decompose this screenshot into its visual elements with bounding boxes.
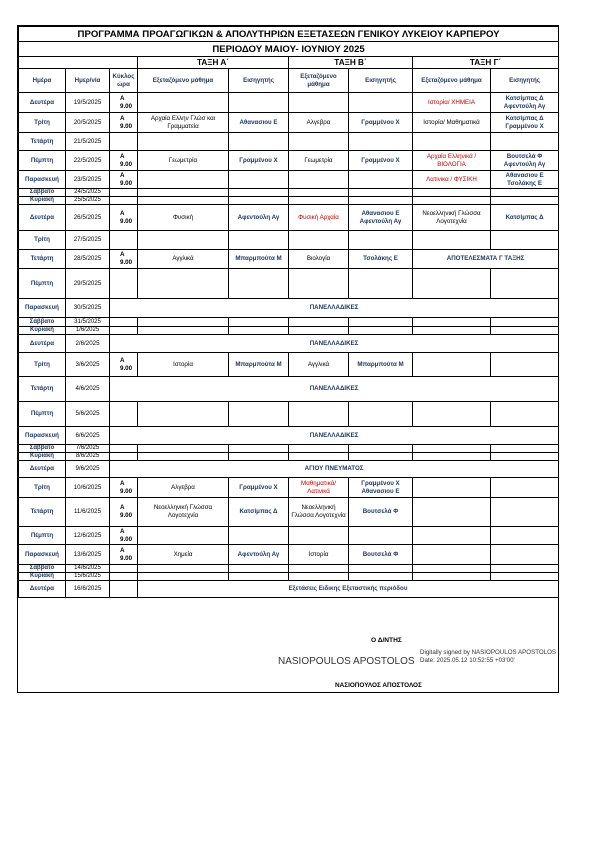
day-cell: Σάββατο (19, 189, 66, 197)
teacher-cell-c (491, 445, 559, 453)
table-row (19, 427, 559, 445)
table-row (19, 231, 559, 250)
subject-cell-b: Φυσική Αρχαία (289, 205, 349, 231)
subject-cell-b (289, 171, 349, 189)
class-b-header: ΤΑΞΗ Β΄ (289, 57, 413, 69)
cycle-cell (110, 318, 138, 327)
cycle-cell: Α 9.00 (110, 478, 138, 498)
day-cell: Πέμπτη (19, 269, 66, 299)
cycle-cell: Α 9.00 (110, 250, 138, 269)
date-cell: 27/5/2025 (66, 231, 110, 250)
day-cell: Κυριακή (19, 453, 66, 461)
date-cell: 22/5/2025 (66, 151, 110, 171)
cycle-cell: Α 9.00 (110, 498, 138, 527)
teacher-cell-a (229, 197, 289, 205)
col-header-teacher-a: Εισηγητής (229, 69, 289, 93)
subject-cell-c (413, 197, 491, 205)
title-line-1: ΠΡΟΓΡΑΜΜΑ ΠΡΟΑΓΩΓΙΚΩΝ & ΑΠΟΛΥΤΗΡΙΩΝ ΕΞΕΤΑΣΕΩΝ ΓΕΝΙΚΟΥ ΛΥΚΕΙΟΥ ΚΑΡΠΕΡΟΥ (19, 27, 559, 42)
teacher-cell-c (491, 189, 559, 197)
teacher-cell-b (349, 445, 413, 453)
cycle-cell: Α 9.00 (110, 353, 138, 377)
exam-schedule-sheet (17, 25, 559, 693)
subject-cell-c: Λατινικα / ΦΥΣΙΚΗ (413, 171, 491, 189)
table-row (19, 335, 559, 353)
col-header-subject-c: Εξεταζόμενο μάθημα (413, 69, 491, 93)
cycle-cell (110, 231, 138, 250)
date-cell: 15/6/2025 (66, 573, 110, 581)
table-row (19, 327, 559, 335)
subject-cell-a (138, 327, 229, 335)
date-cell: 7/6/2025 (66, 445, 110, 453)
cycle-cell (110, 269, 138, 299)
teacher-cell-b: Βουτσελά Φ (349, 545, 413, 565)
table-row (19, 151, 559, 171)
subject-cell-c: Νεοελληνική Γλώσσα Λογοτεχνία (413, 205, 491, 231)
teacher-cell-c: Κατσίμπας Δ Αφεντούλη Αγ (491, 93, 559, 113)
teacher-cell-b (349, 527, 413, 545)
teacher-cell-a (229, 573, 289, 581)
day-cell: Τετάρτη (19, 133, 66, 151)
teacher-cell-b: Γραμμένου Χ (349, 113, 413, 133)
subject-cell-c (413, 318, 491, 327)
day-cell: Τρίτη (19, 353, 66, 377)
table-row (19, 197, 559, 205)
subject-cell-a (138, 318, 229, 327)
teacher-cell-b (349, 327, 413, 335)
date-cell: 26/5/2025 (66, 205, 110, 231)
subject-cell-c (413, 545, 491, 565)
subject-cell-b (289, 573, 349, 581)
teacher-cell-b: Μπαρμπούτα Μ (349, 353, 413, 377)
subject-cell-a (138, 189, 229, 197)
subject-cell-a: Χημεία (138, 545, 229, 565)
printed-director-name: ΝΑΣΙΟΠΟΥΛΟΣ ΑΠΟΣΤΟΛΟΣ (335, 682, 422, 689)
teacher-cell-a (229, 231, 289, 250)
col-header-day: Ημέρα (19, 69, 66, 93)
teacher-cell-b (349, 93, 413, 113)
subject-cell-a: Γεωμετρία (138, 151, 229, 171)
subject-cell-b (289, 197, 349, 205)
teacher-cell-b: Αθανασιου Ε Αφεντούλη Αγ (349, 205, 413, 231)
cycle-cell: Α 9.00 (110, 527, 138, 545)
subject-cell-c (413, 498, 491, 527)
date-cell: 10/6/2025 (66, 478, 110, 498)
teacher-cell-b: Τσολάκης Ε (349, 250, 413, 269)
subject-cell-b (289, 189, 349, 197)
subject-cell-c: Ιστορία/ Μαθηματικά (413, 113, 491, 133)
table-row (19, 353, 559, 377)
subject-cell-c (413, 133, 491, 151)
subject-cell-b (289, 133, 349, 151)
teacher-cell-c: Κατσίμπας Δ Γραμμένου Χ (491, 113, 559, 133)
teacher-cell-a (229, 189, 289, 197)
date-cell: 5/6/2025 (66, 402, 110, 427)
table-row (19, 580, 559, 597)
teacher-cell-a (229, 565, 289, 573)
teacher-cell-c (491, 565, 559, 573)
cycle-cell (110, 445, 138, 453)
teacher-cell-a: Μπαρμπούτα Μ (229, 353, 289, 377)
date-cell: 23/5/2025 (66, 171, 110, 189)
table-row (19, 565, 559, 573)
subject-cell-c (413, 527, 491, 545)
cycle-cell (110, 133, 138, 151)
date-cell: 2/6/2025 (66, 335, 110, 353)
day-cell: Πέμπτη (19, 151, 66, 171)
subject-cell-b (289, 318, 349, 327)
day-cell: Τετάρτη (19, 498, 66, 527)
director-label: Ο Δ/ΝΤΗΣ (371, 637, 402, 644)
subject-cell-b: Ιστορία (289, 545, 349, 565)
table-row (19, 377, 559, 402)
date-cell: 16/6/2025 (66, 580, 110, 597)
cycle-cell (110, 197, 138, 205)
subject-cell-c (413, 353, 491, 377)
day-cell: Παρασκευή (19, 171, 66, 189)
subject-cell-a: Φυσική (138, 205, 229, 231)
col-header-teacher-b: Εισηγητής (349, 69, 413, 93)
subject-cell-b (289, 445, 349, 453)
table-row (19, 93, 559, 113)
table-row (19, 573, 559, 581)
cycle-cell: Α 9.00 (110, 171, 138, 189)
subject-cell-a (138, 133, 229, 151)
subject-cell-a (138, 231, 229, 250)
table-row (19, 299, 559, 318)
subject-cell-c: Αρχαία Ελληνικά / ΒΙΟΛΟΓΙΑ (413, 151, 491, 171)
teacher-cell-b (349, 133, 413, 151)
teacher-cell-c (491, 402, 559, 427)
subject-cell-a (138, 402, 229, 427)
subject-cell-c (413, 453, 491, 461)
teacher-cell-c: Αθανασιου Ε Τσολάκης Ε (491, 171, 559, 189)
title-line-2: ΠΕΡΙΟΔΟΥ ΜΑΙΟΥ- ΙΟΥΝΙΟΥ 2025 (19, 42, 559, 57)
subject-cell-c (413, 402, 491, 427)
class-spacer (19, 57, 138, 69)
date-cell: 25/5/2025 (66, 197, 110, 205)
date-cell: 6/6/2025 (66, 427, 110, 445)
teacher-cell-c (491, 498, 559, 527)
date-cell: 21/5/2025 (66, 133, 110, 151)
teacher-cell-b (349, 573, 413, 581)
day-cell: Δευτέρα (19, 93, 66, 113)
subject-cell-a (138, 93, 229, 113)
class-c-header: ΤΑΞΗ Γ΄ (413, 57, 559, 69)
subject-cell-b: Γεωμετρία (289, 151, 349, 171)
subject-cell-c (413, 231, 491, 250)
class-a-header: ΤΑΞΗ Α΄ (138, 57, 289, 69)
merged-note-cell: ΠΑΝΕΛΛΑΔΙΚΕΣ (110, 299, 559, 318)
date-cell: 20/5/2025 (66, 113, 110, 133)
date-cell: 9/6/2025 (66, 461, 110, 478)
teacher-cell-a (229, 445, 289, 453)
table-row (19, 171, 559, 189)
subject-cell-c (413, 573, 491, 581)
teacher-cell-a (229, 527, 289, 545)
class-c-results-cell: ΑΠΟΤΕΛΕΣΜΑΤΑ Γ ΤΑΞΗΣ (413, 250, 559, 269)
digital-signature-name: NASIOPOULOS APOSTOLOS (278, 656, 415, 667)
date-cell: 30/5/2025 (66, 299, 110, 318)
date-cell: 19/5/2025 (66, 93, 110, 113)
subject-cell-a (138, 453, 229, 461)
teacher-cell-b: Βουτσελά Φ (349, 498, 413, 527)
merged-note-cell: ΠΑΝΕΛΛΑΔΙΚΕΣ (110, 377, 559, 402)
subject-cell-c (413, 327, 491, 335)
subject-cell-a (138, 171, 229, 189)
teacher-cell-c (491, 318, 559, 327)
merged-note-cell: Εξετάσεις Ειδικης Εξεταστικής περιόδου (138, 580, 559, 597)
table-row (19, 250, 559, 269)
teacher-cell-c: Κατσίμπας Δ (491, 205, 559, 231)
cycle-cell: Α 9.00 (110, 93, 138, 113)
merged-note-cell: ΠΑΝΕΛΛΑΔΙΚΕΣ (110, 335, 559, 353)
subject-cell-b: Βιολογία (289, 250, 349, 269)
subject-cell-a: Αρχαία Ελλην Γλώσ και Γραμματεία (138, 113, 229, 133)
teacher-cell-c (491, 478, 559, 498)
day-cell: Δευτέρα (19, 335, 66, 353)
subject-cell-b: Αγγλικά (289, 353, 349, 377)
teacher-cell-a (229, 93, 289, 113)
table-row (19, 269, 559, 299)
subject-cell-a: Αγγλικά (138, 250, 229, 269)
teacher-cell-a (229, 133, 289, 151)
digital-signature-info: Digitally signed by NASIOPOULOS APOSTOLOS Date: 2025.05.12 10:52:55 +03'00' (420, 649, 557, 664)
subject-cell-a (138, 527, 229, 545)
subject-cell-a: Ιστορία (138, 353, 229, 377)
subject-cell-a (138, 197, 229, 205)
subject-cell-b (289, 453, 349, 461)
col-header-subject-a: Εξεταζόμενο μάθημα (138, 69, 229, 93)
teacher-cell-a: Γραμμένου Χ (229, 478, 289, 498)
day-cell: Δευτέρα (19, 461, 66, 478)
day-cell: Σάββατο (19, 445, 66, 453)
teacher-cell-b (349, 231, 413, 250)
cycle-cell (110, 453, 138, 461)
day-cell: Παρασκευή (19, 545, 66, 565)
cycle-cell (110, 402, 138, 427)
teacher-cell-b: Γραμμένου Χ Αθανασιου Ε (349, 478, 413, 498)
table-row (19, 445, 559, 453)
cycle-cell: Α 9.00 (110, 113, 138, 133)
date-cell: 29/5/2025 (66, 269, 110, 299)
teacher-cell-b (349, 318, 413, 327)
teacher-cell-b (349, 402, 413, 427)
subject-cell-c (413, 478, 491, 498)
subject-cell-b (289, 231, 349, 250)
day-cell: Δευτέρα (19, 580, 66, 597)
teacher-cell-c (491, 545, 559, 565)
subject-cell-a (138, 565, 229, 573)
teacher-cell-a: Αφεντούλη Αγ (229, 205, 289, 231)
table-row (19, 133, 559, 151)
teacher-cell-a (229, 327, 289, 335)
date-cell: 13/6/2025 (66, 545, 110, 565)
teacher-cell-b (349, 565, 413, 573)
teacher-cell-a: Κατσίμπας Δ (229, 498, 289, 527)
teacher-cell-c (491, 527, 559, 545)
day-cell: Πέμπτη (19, 527, 66, 545)
subject-cell-b: Αλγεβρα (289, 113, 349, 133)
teacher-cell-a: Γραμμένου Χ (229, 151, 289, 171)
teacher-cell-b: Γραμμένου Χ (349, 151, 413, 171)
subject-cell-a (138, 269, 229, 299)
teacher-cell-c (491, 353, 559, 377)
subject-cell-c (413, 189, 491, 197)
col-header-cycle: Κύκλος ώρα (110, 69, 138, 93)
exam-schedule-table (18, 26, 559, 598)
cycle-cell (110, 189, 138, 197)
teacher-cell-a (229, 269, 289, 299)
date-cell: 3/6/2025 (66, 353, 110, 377)
date-cell: 31/5/2025 (66, 318, 110, 327)
table-row (19, 453, 559, 461)
day-cell: Κυριακή (19, 327, 66, 335)
subject-cell-c (413, 269, 491, 299)
subject-cell-b: Νεοελληνική Γλώσσα Λογοτεχνία (289, 498, 349, 527)
teacher-cell-b (349, 269, 413, 299)
day-cell: Σάββατο (19, 318, 66, 327)
date-cell: 14/6/2025 (66, 565, 110, 573)
teacher-cell-b (349, 189, 413, 197)
date-cell: 11/6/2025 (66, 498, 110, 527)
day-cell: Παρασκευή (19, 299, 66, 318)
table-row (19, 189, 559, 197)
teacher-cell-c (491, 133, 559, 151)
teacher-cell-a: Αθανασιου Ε (229, 113, 289, 133)
cycle-cell: Α 9.00 (110, 205, 138, 231)
date-cell: 24/5/2025 (66, 189, 110, 197)
teacher-cell-a (229, 318, 289, 327)
col-header-teacher-c: Εισηγητής (491, 69, 559, 93)
day-cell: Τετάρτη (19, 377, 66, 402)
cycle-cell: Α 9.00 (110, 151, 138, 171)
teacher-cell-a (229, 402, 289, 427)
subject-cell-b (289, 565, 349, 573)
cycle-cell (110, 565, 138, 573)
teacher-cell-c (491, 327, 559, 335)
teacher-cell-a (229, 171, 289, 189)
teacher-cell-c (491, 573, 559, 581)
teacher-cell-b (349, 453, 413, 461)
table-row (19, 461, 559, 478)
signature-footer (18, 635, 558, 693)
date-cell: 4/6/2025 (66, 377, 110, 402)
cycle-cell: Α 9.00 (110, 545, 138, 565)
table-row (19, 402, 559, 427)
teacher-cell-b (349, 197, 413, 205)
subject-cell-b (289, 269, 349, 299)
day-cell: Κυριακή (19, 197, 66, 205)
teacher-cell-a: Μπαρμπούτα Μ (229, 250, 289, 269)
cycle-cell (110, 327, 138, 335)
day-cell: Σάββατο (19, 565, 66, 573)
date-cell: 8/6/2025 (66, 453, 110, 461)
col-header-date: Ημερ/νία (66, 69, 110, 93)
table-row (19, 527, 559, 545)
cycle-cell (110, 573, 138, 581)
cycle-cell (110, 580, 138, 597)
teacher-cell-b (349, 171, 413, 189)
teacher-cell-a (229, 453, 289, 461)
day-cell: Τρίτη (19, 478, 66, 498)
day-cell: Κυριακή (19, 573, 66, 581)
teacher-cell-c (491, 231, 559, 250)
date-cell: 28/5/2025 (66, 250, 110, 269)
subject-cell-b: Μαθηματικά/ Λατινικά (289, 478, 349, 498)
day-cell: Τετάρτη (19, 250, 66, 269)
teacher-cell-c (491, 269, 559, 299)
subject-cell-b (289, 93, 349, 113)
table-row (19, 113, 559, 133)
subject-cell-a (138, 445, 229, 453)
merged-note-cell: ΑΓΙΟΥ ΠΝΕΥΜΑΤΟΣ (110, 461, 559, 478)
subject-cell-b (289, 402, 349, 427)
date-cell: 1/6/2025 (66, 327, 110, 335)
subject-cell-c (413, 445, 491, 453)
day-cell: Τρίτη (19, 231, 66, 250)
table-row (19, 498, 559, 527)
subject-cell-c: Ιστορία/ ΧΗΜΕΙΑ (413, 93, 491, 113)
merged-note-cell: ΠΑΝΕΛΛΑΔΙΚΕΣ (110, 427, 559, 445)
teacher-cell-c: Βουτσελά Φ Αφεντούλη Αγ (491, 151, 559, 171)
table-row (19, 478, 559, 498)
table-row (19, 318, 559, 327)
col-header-subject-b: Εξεταζόμενο μάθημα (289, 69, 349, 93)
subject-cell-b (289, 527, 349, 545)
subject-cell-a (138, 573, 229, 581)
subject-cell-c (413, 565, 491, 573)
day-cell: Δευτέρα (19, 205, 66, 231)
subject-cell-b (289, 327, 349, 335)
date-cell: 12/6/2025 (66, 527, 110, 545)
subject-cell-a: Νεοελληνική Γλώσσα Λογοτεχνία (138, 498, 229, 527)
day-cell: Τρίτη (19, 113, 66, 133)
day-cell: Παρασκευή (19, 427, 66, 445)
teacher-cell-c (491, 453, 559, 461)
table-row (19, 205, 559, 231)
day-cell: Πέμπτη (19, 402, 66, 427)
table-row (19, 545, 559, 565)
teacher-cell-a: Αφεντούλη Αγ (229, 545, 289, 565)
teacher-cell-c (491, 197, 559, 205)
subject-cell-a: Αλγεβρα (138, 478, 229, 498)
